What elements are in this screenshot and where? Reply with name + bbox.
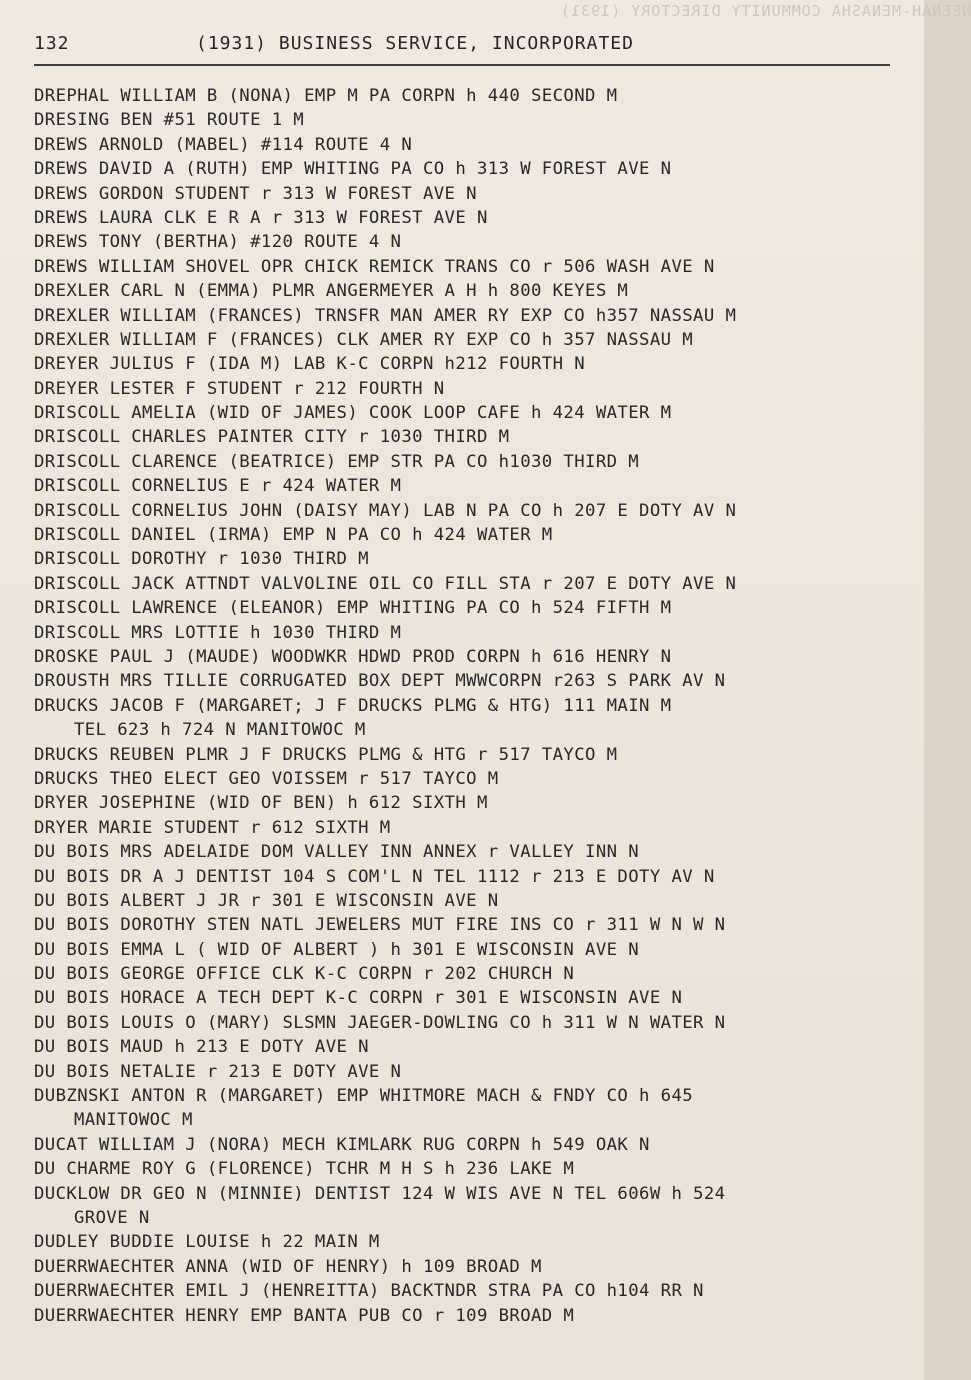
directory-entry: DRISCOLL LAWRENCE (ELEANOR) EMP WHITING PA CO h 524 FIFTH M [34,598,672,619]
header-rule [34,64,890,66]
directory-entry: DREYER JULIUS F (IDA M) LAB K-C CORPN h212 FOURTH N [34,354,586,375]
directory-entry: DRYER JOSEPHINE (WID OF BEN) h 612 SIXTH M [34,793,488,814]
directory-entry: DRUCKS REUBEN PLMR J F DRUCKS PLMG & HTG r 517 TAYCO M [34,744,618,765]
directory-entry: DRISCOLL DANIEL (IRMA) EMP N PA CO h 424 WATER M [34,525,553,546]
directory-entry: DRUCKS THEO ELECT GEO VOISSEM r 517 TAYCO M [34,768,499,789]
directory-entry: DU BOIS ALBERT J JR r 301 E WISCONSIN AVE N [34,890,499,911]
directory-entry: DREWS DAVID A (RUTH) EMP WHITING PA CO h 313 W FOREST AVE N [34,159,672,180]
directory-entry: DU BOIS MRS ADELAIDE DOM VALLEY INN ANNEX r VALLEY INN N [34,842,640,863]
directory-entry: DRISCOLL CORNELIUS E r 424 WATER M [34,476,402,497]
directory-entry: DREWS GORDON STUDENT r 313 W FOREST AVE N [34,183,477,204]
directory-entry: DUERRWAECHTER HENRY EMP BANTA PUB CO r 109 BROAD M [34,1305,575,1326]
directory-entry: DRISCOLL CHARLES PAINTER CITY r 1030 THIRD M [34,427,510,448]
directory-entry-continuation: MANITOWOC M [74,1110,193,1131]
directory-entry: DREYER LESTER F STUDENT r 212 FOURTH N [34,378,445,399]
directory-entry: DUCAT WILLIAM J (NORA) MECH KIMLARK RUG CORPN h 549 OAK N [34,1134,650,1155]
directory-entry: DRISCOLL MRS LOTTIE h 1030 THIRD M [34,622,402,643]
directory-entry: DRUCKS JACOB F (MARGARET; J F DRUCKS PLMG & HTG) 111 MAIN M [34,695,672,716]
directory-entry: DREWS TONY (BERTHA) #120 ROUTE 4 N [34,232,402,253]
directory-entry: DREXLER WILLIAM (FRANCES) TRNSFR MAN AMER RY EXP CO h357 NASSAU M [34,305,737,326]
directory-entry: DU BOIS EMMA L ( WID OF ALBERT ) h 301 E WISCONSIN AVE N [34,939,640,960]
directory-entry: DU BOIS NETALIE r 213 E DOTY AVE N [34,1061,402,1082]
directory-entry: DREXLER WILLIAM F (FRANCES) CLK AMER RY EXP CO h 357 NASSAU M [34,329,694,350]
directory-entry: DUCKLOW DR GEO N (MINNIE) DENTIST 124 W WIS AVE N TEL 606W h 524 [34,1183,726,1204]
directory-entry: DREWS ARNOLD (MABEL) #114 ROUTE 4 N [34,134,413,155]
directory-entry: DRESING BEN #51 ROUTE 1 M [34,110,305,131]
directory-entry: DUERRWAECHTER EMIL J (HENREITTA) BACKTNDR STRA PA CO h104 RR N [34,1281,704,1302]
directory-entry-continuation: TEL 623 h 724 N MANITOWOC M [74,720,366,741]
directory-entry: DRISCOLL CLARENCE (BEATRICE) EMP STR PA CO h1030 THIRD M [34,451,640,472]
directory-entry: DRISCOLL DOROTHY r 1030 THIRD M [34,549,369,570]
directory-entry: DU CHARME ROY G (FLORENCE) TCHR M H S h 236 LAKE M [34,1159,575,1180]
directory-entry: DRYER MARIE STUDENT r 612 SIXTH M [34,817,391,838]
bleed-through-text: NEENAH-MENASHA COMMUNITY DIRECTORY (1931) [560,2,971,20]
directory-entry: DROSKE PAUL J (MAUDE) WOODWKR HDWD PROD CORPN h 616 HENRY N [34,646,672,667]
page-header [34,33,884,59]
directory-entry: DU BOIS HORACE A TECH DEPT K-C CORPN r 301 E WISCONSIN AVE N [34,988,683,1009]
directory-entry: DU BOIS GEORGE OFFICE CLK K-C CORPN r 202 CHURCH N [34,964,575,985]
directory-entry: DRISCOLL JACK ATTNDT VALVOLINE OIL CO FILL STA r 207 E DOTY AVE N [34,573,737,594]
directory-entry: DU BOIS LOUIS O (MARY) SLSMN JAEGER-DOWLING CO h 311 W N WATER N [34,1012,726,1033]
directory-entry: DUDLEY BUDDIE LOUISE h 22 MAIN M [34,1232,380,1253]
directory-entry: DU BOIS DOROTHY STEN NATL JEWELERS MUT FIRE INS CO r 311 W N W N [34,915,726,936]
running-title: (1931) BUSINESS SERVICE, INCORPORATED [196,33,634,54]
directory-entry: DRISCOLL AMELIA (WID OF JAMES) COOK LOOP CAFE h 424 WATER M [34,403,672,424]
directory-entry: DRISCOLL CORNELIUS JOHN (DAISY MAY) LAB N PA CO h 207 E DOTY AV N [34,500,737,521]
page-number: 132 [34,33,70,54]
directory-entry: DUERRWAECHTER ANNA (WID OF HENRY) h 109 BROAD M [34,1256,542,1277]
directory-entry: DU BOIS MAUD h 213 E DOTY AVE N [34,1037,369,1058]
directory-entry: DREWS LAURA CLK E R A r 313 W FOREST AVE N [34,207,488,228]
directory-entry: DREPHAL WILLIAM B (NONA) EMP M PA CORPN h 440 SECOND M [34,86,618,106]
directory-entry: DREWS WILLIAM SHOVEL OPR CHICK REMICK TRANS CO r 506 WASH AVE N [34,256,715,277]
directory-entries [34,84,894,1328]
directory-entry: DREXLER CARL N (EMMA) PLMR ANGERMEYER A H h 800 KEYES M [34,281,629,302]
directory-entry: DUBZNSKI ANTON R (MARGARET) EMP WHITMORE MACH & FNDY CO h 645 [34,1086,694,1107]
directory-entry: DU BOIS DR A J DENTIST 104 S COM'L N TEL 1112 r 213 E DOTY AV N [34,866,715,887]
directory-entry-continuation: GROVE N [74,1207,150,1228]
directory-entry: DROUSTH MRS TILLIE CORRUGATED BOX DEPT MWWCORPN r263 S PARK AV N [34,671,726,692]
